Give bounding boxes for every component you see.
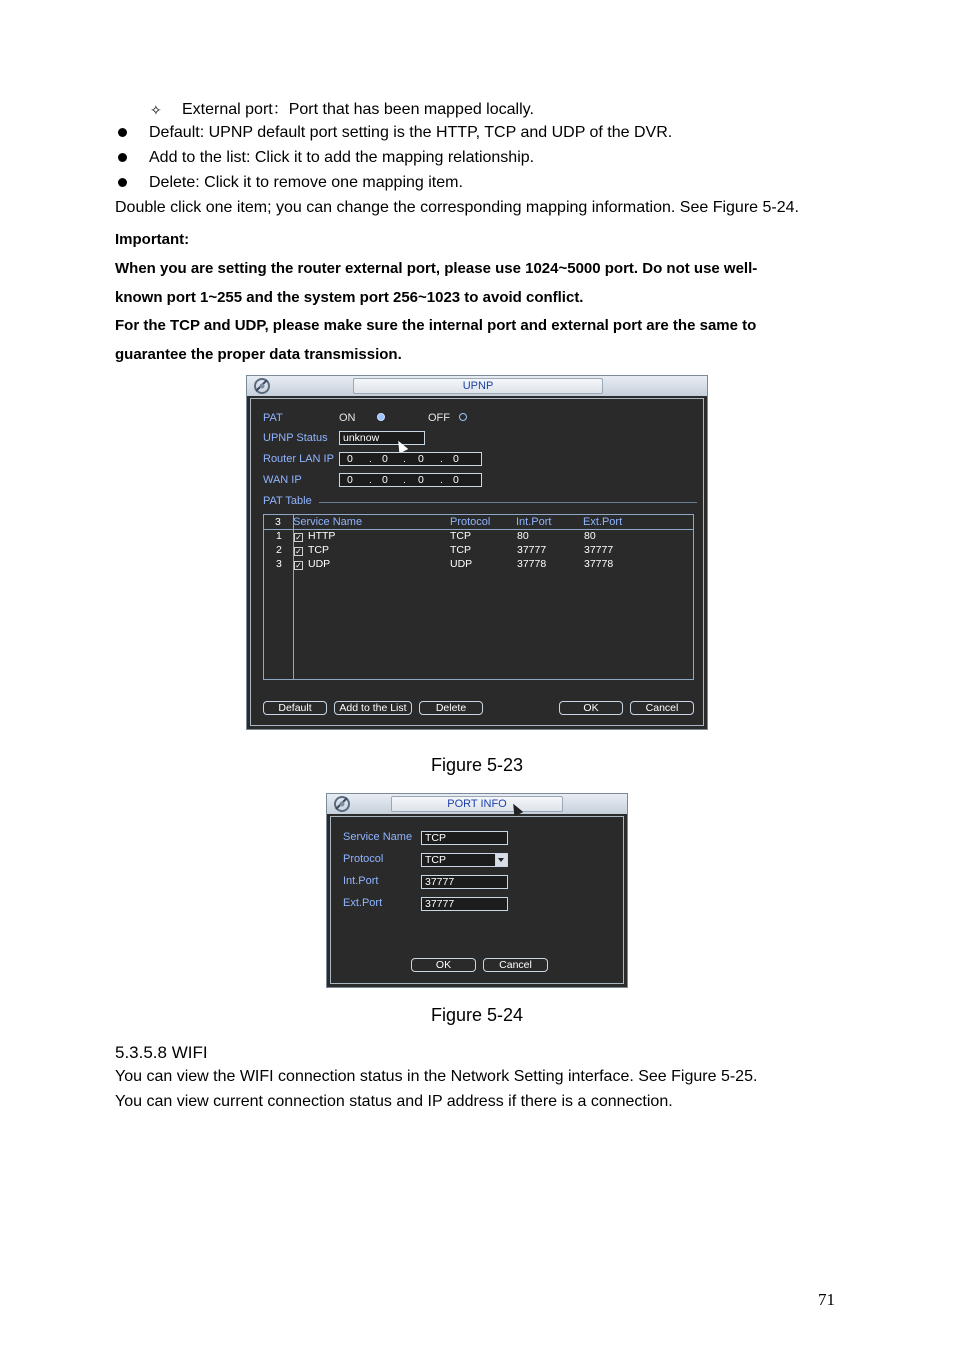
figure-caption: Figure 5-24 [430,1005,524,1025]
row-ext-port: 37777 [584,544,614,556]
pat-off-label: OFF [428,412,450,424]
ip-dot: . [403,453,406,465]
bullet-default: Default: UPNP default port setting is the HTTP, TCP and UDP of the DVR. [149,124,673,141]
column-header: Ext.Port [583,516,623,528]
ok-button[interactable]: OK [411,958,476,972]
int-port-field[interactable]: 37777 [421,875,508,889]
ext-port-field[interactable]: 37777 [421,897,508,911]
ip-dot: . [403,474,406,486]
cancel-button[interactable]: Cancel [630,701,694,715]
service-name-field[interactable]: TCP [421,831,508,845]
row-int-port: 37778 [517,558,547,570]
pat-on-label: ON [339,412,356,424]
port-info-window [326,793,628,988]
ip-dot: . [369,474,372,486]
row-ext-port: 37778 [584,558,614,570]
pat-off-radio[interactable] [459,413,467,421]
bullet-add: Add to the list: Click it to add the mapping relationship. [149,149,535,166]
row-protocol: TCP [450,544,471,556]
title-bar [247,376,707,396]
ip-segment: 0 [382,474,388,486]
row-checkbox[interactable]: ✓ [295,547,302,556]
row-int-port: 37777 [517,544,547,556]
bullet-icon [118,128,127,137]
paragraph: You can view the WIFI connection status in the Network Setting interface. See Figure 5-25. [115,1068,758,1085]
ip-segment: 0 [418,474,424,486]
row-number: 2 [276,544,282,556]
column-header: Protocol [450,516,491,528]
row-checkbox[interactable]: ✓ [295,533,302,542]
important-text: When you are setting the router external port, please use 1024~5000 port. Do not use well- [115,260,758,277]
important-text: known port 1~255 and the system port 256~1023 to avoid conflict. [115,289,584,306]
section-heading: 5.3.5.8 WIFI [115,1043,208,1062]
sub-bullet-icon: ✧ [150,102,162,118]
important-label: Important: [115,231,190,248]
row-service-name: TCP [308,544,329,556]
pat-table-divider [319,502,697,503]
ext-port-label: Ext.Port [343,897,383,909]
bullet-icon [118,178,127,187]
row-protocol: UDP [450,558,473,570]
paragraph: You can view current connection status and IP address if there is a connection. [115,1093,673,1110]
pat-table [263,514,694,680]
figure-caption: Figure 5-23 [430,755,524,775]
cancel-button[interactable]: Cancel [483,958,548,972]
table-row[interactable] [264,558,693,572]
paragraph: Double click one item; you can change the corresponding mapping information. See Figure 5-24. [115,199,799,216]
ip-segment: 0 [453,474,459,486]
upnp-body [250,398,704,726]
pat-label: PAT [263,412,283,424]
port-info-body [330,816,624,984]
ip-segment: 0 [382,453,388,465]
wan-ip-field[interactable] [339,473,482,487]
table-count: 3 [275,516,281,528]
title-box [391,796,563,812]
bullet-icon [118,153,127,162]
dvr-logo-icon [333,795,351,813]
ok-button[interactable]: OK [559,701,623,715]
dropdown-arrow-icon [495,854,507,866]
service-name-label: Service Name [343,831,413,843]
column-header: Int.Port [516,516,552,528]
page-number: 71 [818,1290,835,1309]
row-int-port: 80 [517,530,529,542]
upnp-window [246,375,708,730]
router-lan-ip-label: Router LAN IP [263,453,334,465]
sub-bullet-text: External port：Port that has been mapped locally. [182,101,534,118]
row-checkbox[interactable]: ✓ [295,561,302,570]
protocol-label: Protocol [343,853,384,865]
table-row[interactable] [264,544,693,558]
important-text: For the TCP and UDP, please make sure the internal port and external port are the same to [115,317,757,334]
int-port-label: Int.Port [343,875,379,887]
row-service-name: HTTP [308,530,336,542]
wan-ip-label: WAN IP [263,474,302,486]
dvr-logo-icon [253,377,271,395]
row-number: 3 [276,558,282,570]
table-row[interactable] [264,530,693,544]
add-to-list-button[interactable]: Add to the List [334,701,412,715]
window-title: UPNP [462,380,494,392]
window-title: PORT INFO [447,798,507,810]
protocol-value: TCP [425,854,446,866]
delete-button[interactable]: Delete [419,701,483,715]
ip-dot: . [440,453,443,465]
important-text: guarantee the proper data transmission. [115,346,402,363]
upnp-status-field: unknow [339,431,425,445]
title-box [353,378,603,394]
pat-table-label: PAT Table [263,495,312,507]
row-protocol: TCP [450,530,471,542]
pat-on-radio[interactable] [377,413,385,421]
router-lan-ip-field[interactable] [339,452,482,466]
bullet-delete: Delete: Click it to remove one mapping item. [149,174,463,191]
protocol-select[interactable] [421,853,508,867]
ip-segment: 0 [418,453,424,465]
ip-dot: . [369,453,372,465]
column-header: Service Name [293,516,363,528]
default-button[interactable]: Default [263,701,327,715]
ip-dot: . [440,474,443,486]
title-bar [327,794,627,814]
ip-segment: 0 [453,453,459,465]
row-number: 1 [276,530,282,542]
ip-segment: 0 [347,453,353,465]
ip-segment: 0 [347,474,353,486]
row-ext-port: 80 [584,530,596,542]
upnp-status-label: UPNP Status [263,432,328,444]
row-service-name: UDP [308,558,331,570]
